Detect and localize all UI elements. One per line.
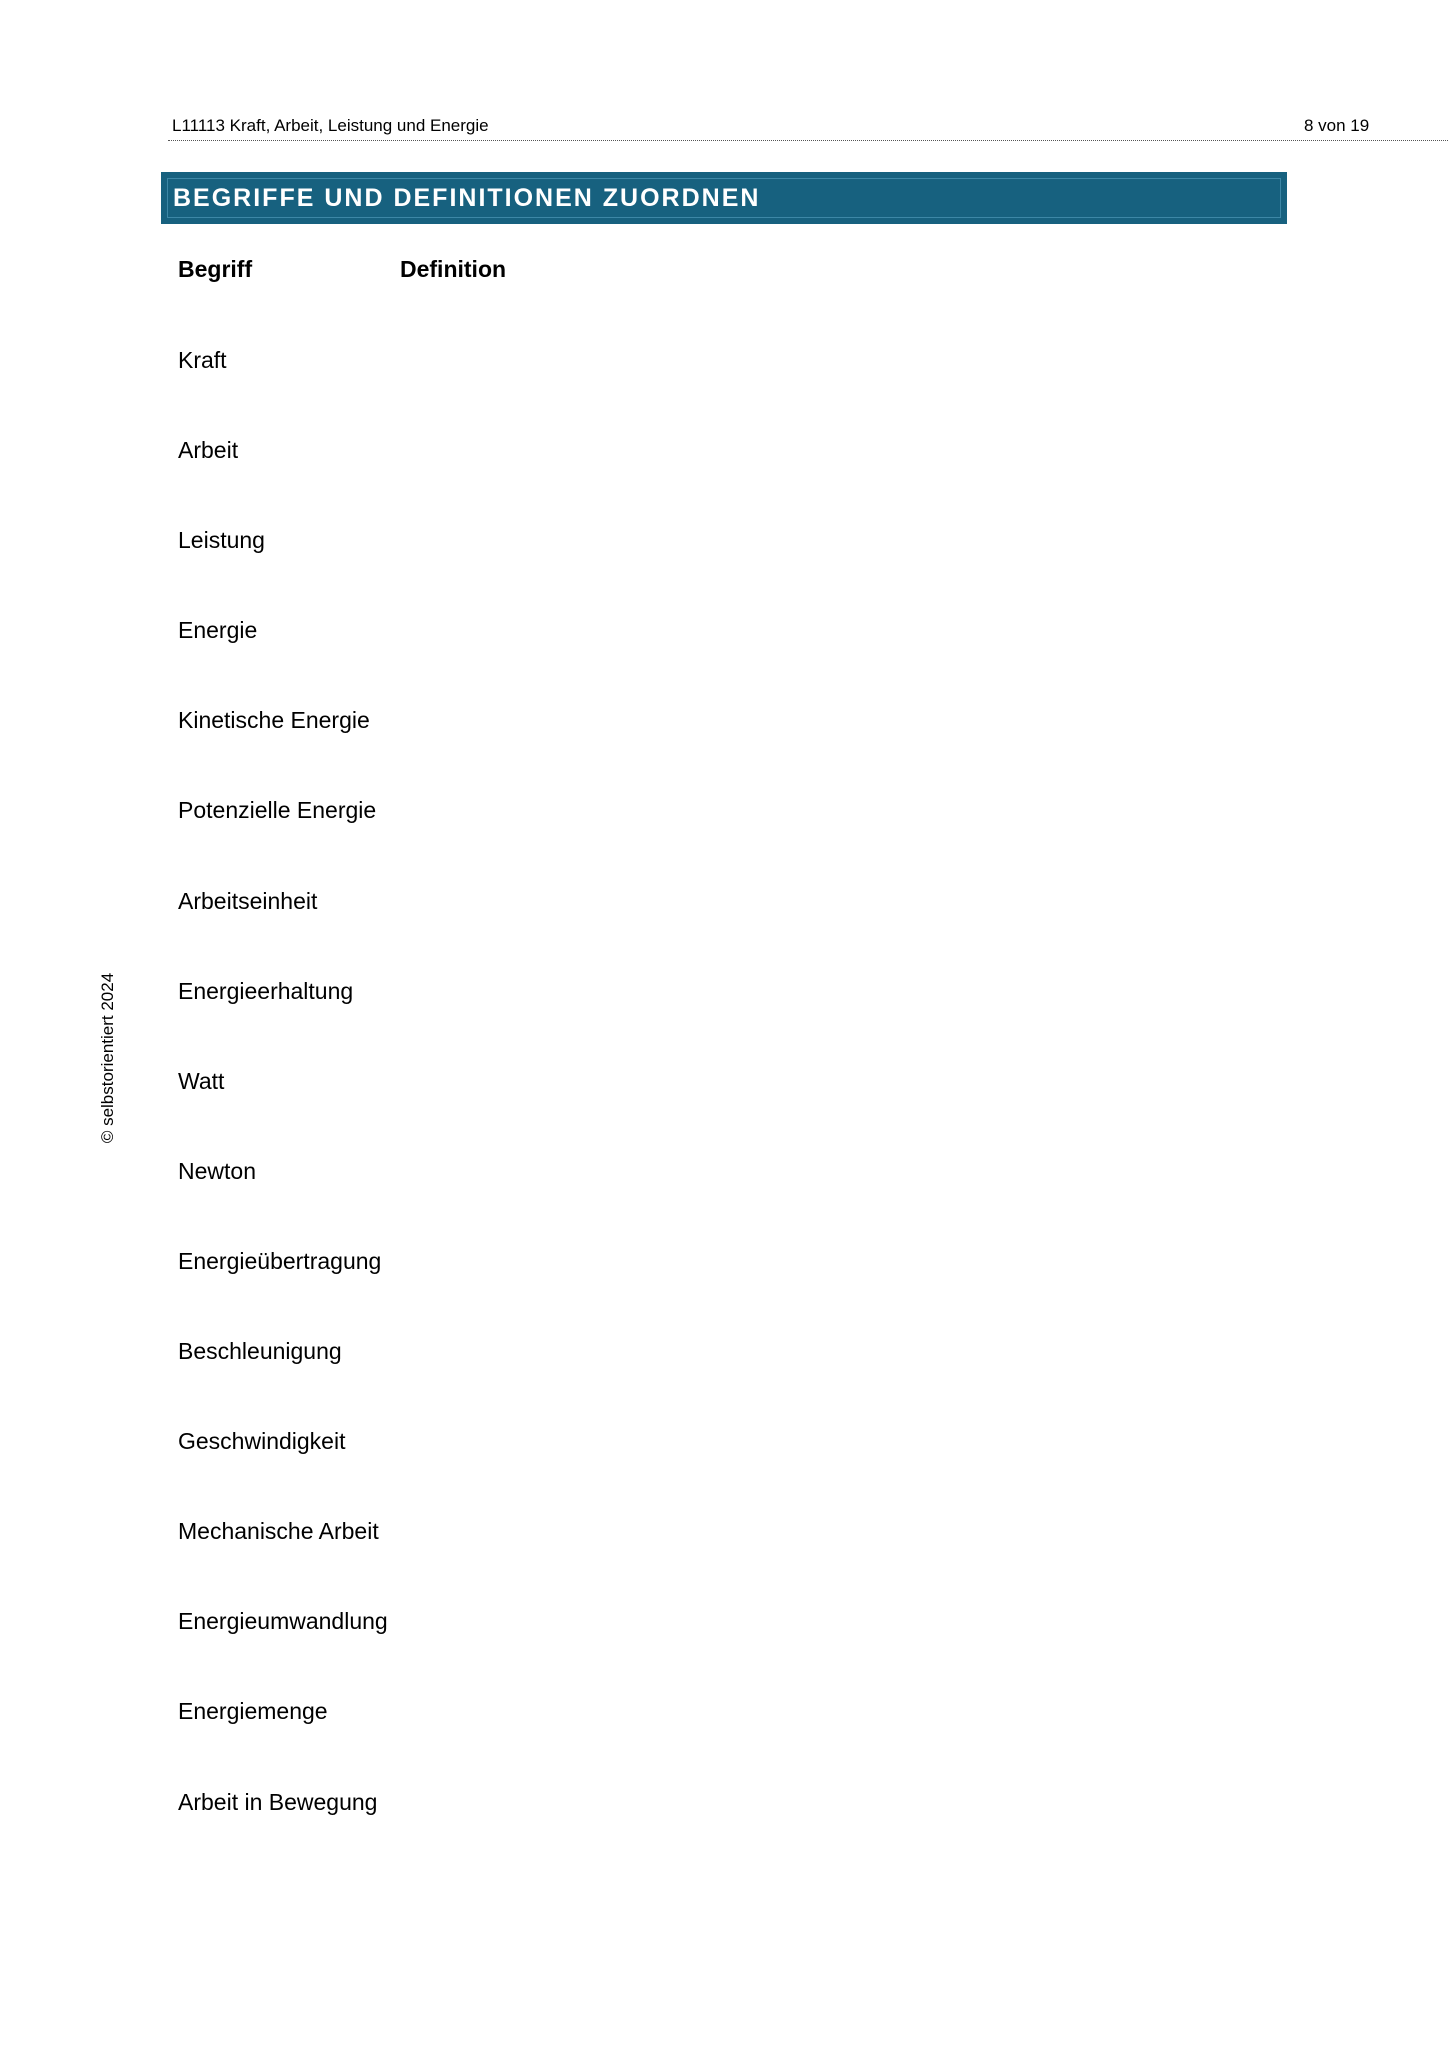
term-item: Energieumwandlung: [178, 1608, 388, 1635]
term-item: Arbeitseinheit: [178, 887, 318, 914]
term-item: Beschleunigung: [178, 1338, 342, 1365]
term-list: [178, 346, 388, 1878]
term-item: Energiemenge: [178, 1698, 328, 1725]
page-header: [168, 112, 1448, 141]
term-item: Kinetische Energie: [178, 707, 370, 734]
term-item: Arbeit in Bewegung: [178, 1788, 378, 1815]
term-item: Newton: [178, 1157, 256, 1184]
term-item: Geschwindigkeit: [178, 1428, 346, 1455]
term-item: Arbeit: [178, 437, 239, 464]
section-banner: [161, 172, 1287, 224]
column-header-definition: Definition: [400, 256, 507, 282]
term-item: Watt: [178, 1067, 225, 1094]
column-header-term: Begriff: [178, 256, 253, 282]
term-item: Energieerhaltung: [178, 977, 354, 1004]
page-number: 8 von 19: [1304, 116, 1370, 135]
term-item: Potenzielle Energie: [178, 797, 377, 824]
term-item: Leistung: [178, 527, 265, 554]
section-title: BEGRIFFE UND DEFINITIONEN ZUORDNEN: [173, 184, 761, 212]
copyright-notice: © selbstorientiert 2024: [98, 972, 117, 1144]
term-item: Energie: [178, 617, 258, 644]
document-title: L11113 Kraft, Arbeit, Leistung und Energie: [172, 116, 489, 135]
term-item: Kraft: [178, 347, 227, 373]
term-item: Mechanische Arbeit: [178, 1518, 379, 1545]
term-item: Energieübertragung: [178, 1247, 382, 1274]
